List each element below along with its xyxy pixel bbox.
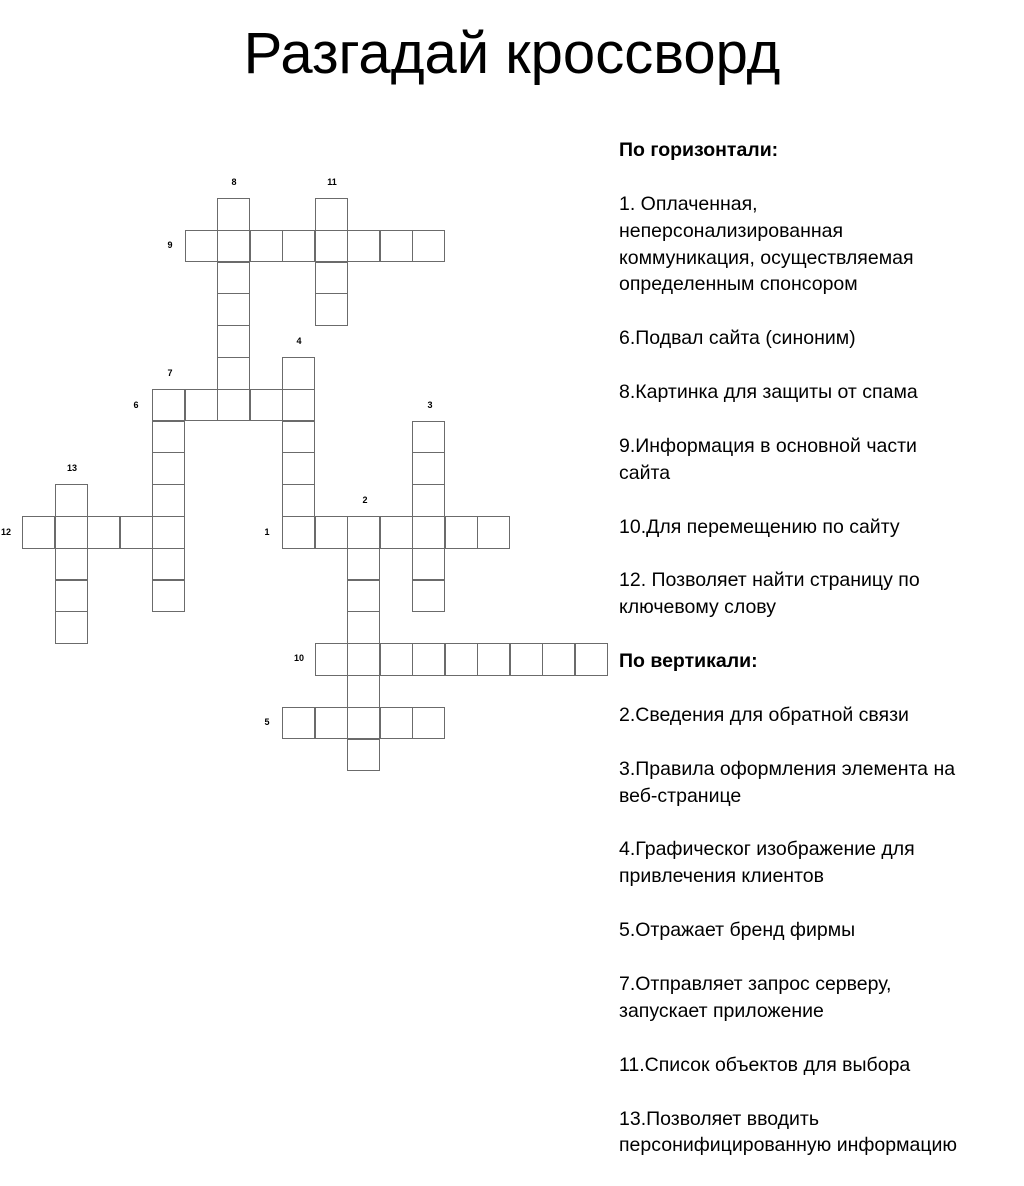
clue-number-1: 1	[264, 527, 270, 537]
crossword-cell[interactable]	[315, 293, 348, 326]
crossword-cell[interactable]	[315, 230, 348, 263]
crossword-cell[interactable]	[55, 484, 88, 517]
crossword-cell[interactable]	[412, 643, 445, 676]
clue-number-7: 7	[167, 368, 173, 378]
across-clue-1: 1. Оплаченная, неперсонализированная коммуникация, осуществляемая определенным спонсором	[619, 192, 914, 296]
clue-number-2: 2	[362, 495, 368, 505]
clues-panel	[619, 110, 1024, 1186]
crossword-cell[interactable]	[412, 452, 445, 485]
crossword-cell[interactable]	[152, 484, 185, 517]
crossword-cell[interactable]	[412, 484, 445, 517]
across-clue-9: 9.Информация в основной части сайта	[619, 434, 917, 484]
crossword-cell[interactable]	[282, 389, 315, 422]
crossword-cell[interactable]	[22, 516, 55, 549]
crossword-cell[interactable]	[282, 707, 315, 740]
crossword-cell[interactable]	[542, 643, 575, 676]
down-clue-13: 13.Позволяет вводить персонифицированную информацию	[619, 1107, 958, 1157]
down-clue-7: 7.Отправляет запрос серверу, запускает приложение	[619, 973, 892, 1022]
crossword-cell[interactable]	[477, 516, 510, 549]
crossword-cell[interactable]	[347, 643, 380, 676]
crossword-cell[interactable]	[315, 707, 348, 740]
crossword-cell[interactable]	[282, 516, 315, 549]
across-clue-10: 10.Для перемещению по сайту	[619, 515, 900, 538]
crossword-cell[interactable]	[575, 643, 608, 676]
clue-number-10: 10	[293, 653, 304, 663]
crossword-cell[interactable]	[315, 262, 348, 295]
crossword-cell[interactable]	[217, 198, 250, 231]
crossword-cell[interactable]	[380, 643, 413, 676]
crossword-cell[interactable]	[55, 548, 88, 581]
crossword-cell[interactable]	[412, 516, 445, 549]
crossword-cell[interactable]	[87, 516, 120, 549]
crossword-cell[interactable]	[217, 230, 250, 263]
crossword-cell[interactable]	[347, 548, 380, 581]
crossword-cell[interactable]	[315, 198, 348, 231]
down-clue-2: 2.Сведения для обратной связи	[619, 703, 909, 726]
clue-number-13: 13	[66, 463, 77, 473]
crossword-cell[interactable]	[282, 357, 315, 390]
crossword-cell[interactable]	[185, 230, 218, 263]
crossword-cell[interactable]	[152, 389, 185, 422]
clue-number-8: 8	[231, 177, 237, 187]
crossword-cell[interactable]	[55, 516, 88, 549]
crossword-cell[interactable]	[120, 516, 153, 549]
crossword-cell[interactable]	[412, 548, 445, 581]
crossword-cell[interactable]	[152, 548, 185, 581]
crossword-cell[interactable]	[217, 262, 250, 295]
crossword-cell[interactable]	[282, 452, 315, 485]
crossword-cell[interactable]	[445, 516, 478, 549]
crossword-cell[interactable]	[152, 452, 185, 485]
crossword-cell[interactable]	[380, 516, 413, 549]
crossword-cell[interactable]	[315, 516, 348, 549]
clue-number-11: 11	[327, 177, 337, 187]
clue-number-5: 5	[264, 717, 270, 727]
crossword-cell[interactable]	[412, 230, 445, 263]
down-heading: По вертикали:	[619, 650, 758, 673]
crossword-cell[interactable]	[347, 580, 380, 613]
down-clue-4: 4.Графическог изображение для привлечения клиентов	[619, 838, 915, 888]
crossword-cell[interactable]	[217, 293, 250, 326]
crossword-cell[interactable]	[250, 230, 283, 263]
clue-number-3: 3	[427, 400, 433, 410]
down-clue-3: 3.Правила оформления элемента на веб-странице	[619, 757, 956, 807]
crossword-cell[interactable]	[282, 230, 315, 263]
crossword-cell[interactable]	[347, 739, 380, 772]
crossword-cell[interactable]	[217, 357, 250, 390]
crossword-cell[interactable]	[477, 643, 510, 676]
crossword-cell[interactable]	[217, 325, 250, 358]
crossword-cell[interactable]	[250, 389, 283, 422]
across-clue-6: 6.Подвал сайта (синоним)	[619, 327, 856, 350]
page-title: Разгадай кроссворд	[243, 21, 781, 86]
crossword-cell[interactable]	[347, 230, 380, 263]
crossword-cell[interactable]	[315, 643, 348, 676]
crossword-cell[interactable]	[217, 389, 250, 422]
crossword-cell[interactable]	[55, 611, 88, 644]
crossword-cell[interactable]	[445, 643, 478, 676]
down-clue-5: 5.Отражает бренд фирмы	[619, 919, 856, 942]
crossword-cell[interactable]	[412, 707, 445, 740]
crossword-cell[interactable]	[152, 421, 185, 454]
across-heading: По горизонтали:	[619, 138, 779, 161]
crossword-cell[interactable]	[510, 643, 543, 676]
crossword-cell[interactable]	[412, 580, 445, 613]
crossword-cell[interactable]	[347, 611, 380, 644]
across-clue-12: 12. Позволяет найти страницу по ключевому слову	[619, 569, 920, 619]
crossword-cell[interactable]	[282, 484, 315, 517]
clue-number-9: 9	[167, 240, 173, 250]
crossword-cell[interactable]	[347, 516, 380, 549]
crossword-cell[interactable]	[380, 707, 413, 740]
crossword-cell[interactable]	[55, 580, 88, 613]
crossword-cell[interactable]	[347, 675, 380, 708]
crossword-cell[interactable]	[412, 421, 445, 454]
down-clue-11: 11.Список объектов для выбора	[619, 1053, 911, 1076]
across-clue-8: 8.Картинка для защиты от спама	[619, 381, 918, 404]
crossword-cell[interactable]	[185, 389, 218, 422]
crossword-cell[interactable]	[152, 516, 185, 549]
crossword-cell[interactable]	[347, 707, 380, 740]
crossword-cell[interactable]	[380, 230, 413, 263]
crossword-cell[interactable]	[152, 580, 185, 613]
clue-number-12: 12	[0, 527, 11, 537]
clue-number-6: 6	[133, 400, 139, 410]
crossword-cell[interactable]	[282, 421, 315, 454]
clue-number-4: 4	[296, 336, 302, 346]
